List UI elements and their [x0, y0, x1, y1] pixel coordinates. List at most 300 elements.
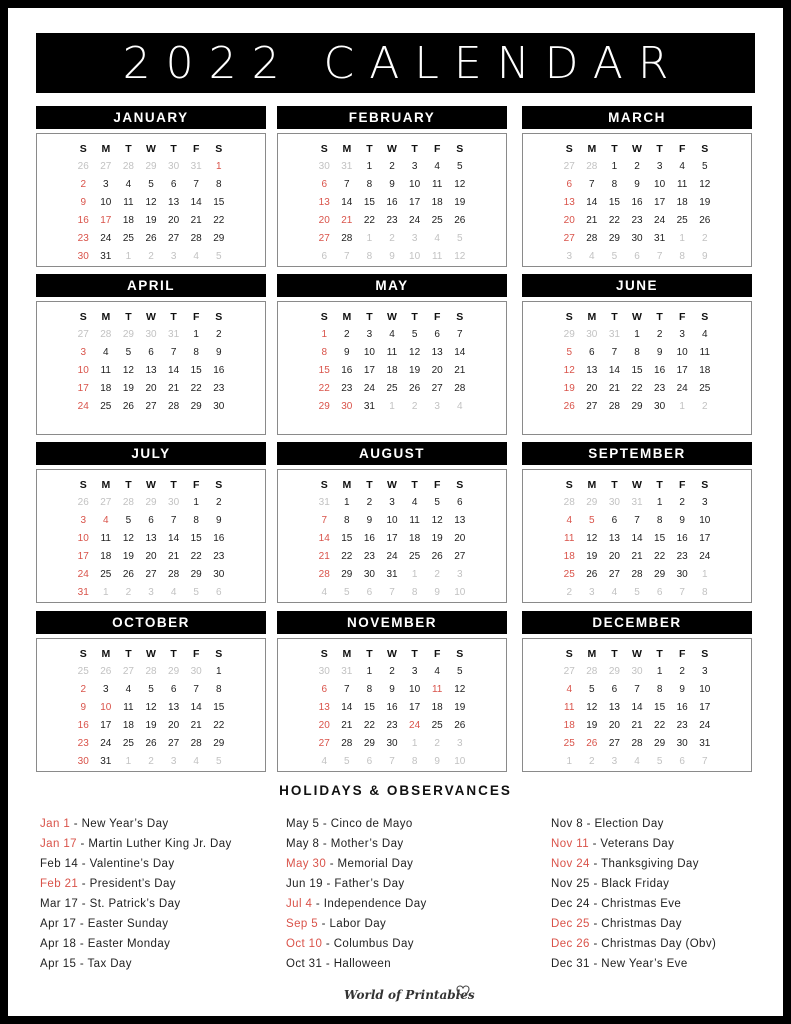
- day-cell: 6: [434, 329, 440, 340]
- adjacent-month-day: 5: [344, 587, 350, 598]
- weekday-header: W: [632, 311, 642, 323]
- holiday-name: Veterans Day: [600, 838, 675, 850]
- day-cell: 13: [586, 365, 598, 376]
- adjacent-month-day: 5: [656, 756, 663, 767]
- holiday-date: Apr 17: [40, 918, 77, 930]
- day-cell: 2: [389, 666, 395, 677]
- adjacent-month-day: 30: [145, 329, 157, 340]
- day-cell: 15: [213, 702, 225, 713]
- highlighted-day: 19: [563, 383, 575, 394]
- highlighted-day: 12: [563, 365, 575, 376]
- day-cell: 23: [676, 720, 688, 731]
- day-cell: 11: [431, 179, 443, 190]
- day-cell: 24: [409, 215, 421, 226]
- day-grid: [523, 308, 751, 416]
- adjacent-month-day: 30: [318, 161, 330, 172]
- month-july: [36, 442, 266, 604]
- holiday-date: Jul 4: [286, 898, 313, 910]
- day-cell: 10: [386, 515, 398, 526]
- adjacent-month-day: 31: [341, 666, 353, 677]
- day-cell: 22: [363, 215, 375, 226]
- adjacent-month-day: 27: [77, 329, 89, 340]
- day-cell: 14: [168, 533, 180, 544]
- adjacent-month-day: 30: [586, 329, 598, 340]
- holiday-name: Election Day: [594, 818, 664, 830]
- day-cell: 18: [409, 533, 421, 544]
- month-name: JUNE: [522, 274, 752, 297]
- highlighted-day: 17: [77, 383, 89, 394]
- day-cell: 21: [168, 551, 180, 562]
- day-cell: 4: [125, 179, 132, 190]
- holiday-separator: -: [589, 918, 602, 930]
- day-cell: 30: [213, 401, 225, 412]
- weekday-header: F: [192, 311, 200, 323]
- highlighted-day: 16: [77, 215, 89, 226]
- day-cell: 11: [123, 197, 134, 208]
- day-cell: 11: [409, 515, 420, 526]
- day-cell: 26: [122, 401, 134, 412]
- holiday-name: Black Friday: [601, 878, 670, 890]
- holiday-date: Oct 10: [286, 938, 323, 950]
- adjacent-month-day: 4: [589, 251, 595, 262]
- weekday-header: S: [456, 143, 464, 155]
- weekday-header: S: [320, 479, 328, 491]
- holiday-name: St. Patrick’s Day: [89, 898, 181, 910]
- day-cell: 18: [431, 702, 443, 713]
- weekday-header: T: [656, 143, 663, 155]
- day-cell: 15: [363, 197, 375, 208]
- day-cell: 14: [631, 533, 643, 544]
- adjacent-month-day: 30: [168, 497, 180, 508]
- day-cell: 7: [634, 515, 640, 526]
- adjacent-month-day: 7: [679, 587, 685, 598]
- day-cell: 16: [386, 197, 398, 208]
- holiday-separator: -: [588, 838, 601, 850]
- day-cell: 13: [454, 515, 466, 526]
- day-cell: 5: [125, 515, 132, 526]
- weekday-header: M: [587, 143, 597, 155]
- day-cell: 24: [654, 215, 666, 226]
- weekday-header: S: [79, 311, 87, 323]
- day-cell: 8: [634, 347, 640, 358]
- weekday-header: M: [101, 648, 111, 660]
- day-cell: 26: [409, 383, 421, 394]
- adjacent-month-day: 1: [411, 738, 418, 749]
- month-august: [277, 442, 507, 604]
- weekday-header: S: [565, 479, 573, 491]
- day-cell: 25: [122, 738, 134, 749]
- day-cell: 17: [699, 702, 711, 713]
- weekday-header: S: [456, 648, 464, 660]
- highlighted-day: 3: [80, 515, 86, 526]
- day-cell: 11: [123, 702, 134, 713]
- day-cell: 16: [676, 533, 688, 544]
- day-cell: 8: [366, 179, 373, 190]
- adjacent-month-day: 5: [216, 756, 222, 767]
- day-cell: 27: [608, 738, 620, 749]
- day-cell: 8: [656, 515, 663, 526]
- day-cell: 11: [676, 179, 688, 190]
- day-cell: 22: [190, 383, 202, 394]
- holiday-date: Feb 14: [40, 858, 79, 870]
- day-grid: [523, 645, 751, 771]
- day-cell: 22: [631, 383, 643, 394]
- day-cell: 12: [409, 347, 421, 358]
- holiday-item: [40, 834, 232, 854]
- day-cell: 8: [344, 515, 350, 526]
- day-cell: 25: [431, 720, 443, 731]
- day-cell: 31: [100, 756, 112, 767]
- weekday-header: W: [387, 479, 397, 491]
- day-cell: 7: [634, 684, 640, 695]
- day-cell: 8: [611, 179, 618, 190]
- weekday-header: W: [632, 648, 642, 660]
- holiday-date: Oct 31: [286, 958, 323, 970]
- adjacent-month-day: 31: [318, 497, 330, 508]
- day-cell: 19: [122, 383, 134, 394]
- month-days-box: [522, 301, 752, 435]
- highlighted-day: 10: [77, 533, 89, 544]
- day-cell: 15: [654, 533, 666, 544]
- day-cell: 27: [454, 551, 466, 562]
- holiday-separator: -: [312, 898, 324, 910]
- day-cell: 15: [363, 702, 375, 713]
- day-cell: 30: [213, 569, 225, 580]
- day-cell: 2: [366, 497, 373, 508]
- holiday-name: Christmas Day (Obv): [601, 938, 717, 950]
- weekday-header: F: [433, 479, 441, 491]
- day-cell: 6: [589, 347, 595, 358]
- month-name: DECEMBER: [522, 611, 752, 634]
- adjacent-month-day: 3: [611, 756, 618, 767]
- adjacent-month-day: 30: [631, 666, 643, 677]
- weekday-header: T: [611, 648, 618, 660]
- month-name: MARCH: [522, 106, 752, 129]
- highlighted-day: 6: [566, 179, 572, 190]
- adjacent-month-day: 8: [366, 251, 373, 262]
- day-grid: [37, 308, 265, 416]
- day-cell: 21: [168, 383, 180, 394]
- highlighted-day: 26: [563, 401, 575, 412]
- adjacent-month-day: 12: [454, 251, 466, 262]
- day-cell: 13: [168, 197, 180, 208]
- day-cell: 27: [431, 383, 443, 394]
- day-cell: 20: [168, 720, 180, 731]
- month-december: [522, 611, 752, 773]
- day-cell: 28: [168, 569, 180, 580]
- day-cell: 16: [386, 702, 398, 713]
- weekday-header: F: [433, 648, 441, 660]
- weekday-header: W: [632, 143, 642, 155]
- weekday-header: T: [170, 311, 177, 323]
- holiday-separator: -: [322, 938, 334, 950]
- day-cell: 7: [170, 515, 177, 526]
- holiday-date: Feb 21: [40, 878, 79, 890]
- day-cell: 25: [431, 215, 443, 226]
- adjacent-month-day: 27: [122, 666, 134, 677]
- adjacent-month-day: 28: [122, 161, 134, 172]
- day-cell: 7: [344, 684, 350, 695]
- calendar-title: 2022 CALENDAR: [36, 33, 755, 93]
- weekday-header: F: [433, 143, 441, 155]
- day-cell: 20: [168, 215, 180, 226]
- day-cell: 15: [213, 197, 225, 208]
- month-days-box: [277, 301, 507, 435]
- adjacent-month-day: 8: [411, 587, 418, 598]
- weekday-header: T: [611, 143, 618, 155]
- highlighted-day: 8: [321, 347, 327, 358]
- day-cell: 8: [366, 684, 373, 695]
- day-cell: 27: [145, 401, 157, 412]
- day-cell: 29: [213, 738, 225, 749]
- heart-icon: [456, 985, 470, 998]
- day-cell: 12: [122, 533, 134, 544]
- month-days-box: [36, 638, 266, 772]
- day-cell: 8: [193, 515, 199, 526]
- highlighted-day: 11: [564, 702, 575, 713]
- adjacent-month-day: 27: [563, 161, 575, 172]
- weekday-header: M: [587, 479, 597, 491]
- adjacent-month-day: 2: [125, 587, 132, 598]
- holiday-date: May 5: [286, 818, 320, 830]
- day-cell: 2: [634, 161, 640, 172]
- day-cell: 18: [122, 215, 134, 226]
- highlighted-day: 13: [563, 197, 575, 208]
- day-cell: 12: [431, 515, 443, 526]
- day-cell: 17: [409, 197, 421, 208]
- day-cell: 31: [100, 251, 112, 262]
- highlighted-day: 2: [80, 684, 86, 695]
- adjacent-month-day: 29: [122, 329, 134, 340]
- weekday-header: S: [79, 648, 87, 660]
- holiday-item: [286, 894, 427, 914]
- weekday-header: M: [342, 648, 352, 660]
- day-cell: 10: [409, 179, 421, 190]
- day-cell: 12: [122, 365, 134, 376]
- holiday-item: [286, 854, 427, 874]
- weekday-header: M: [342, 143, 352, 155]
- month-january: [36, 106, 266, 268]
- holiday-separator: -: [589, 898, 602, 910]
- holiday-item: [286, 874, 427, 894]
- holiday-name: Valentine’s Day: [89, 858, 175, 870]
- month-march: [522, 106, 752, 268]
- day-cell: 5: [702, 161, 708, 172]
- weekday-header: S: [565, 143, 573, 155]
- adjacent-month-day: 3: [434, 401, 440, 412]
- highlighted-day: 27: [318, 738, 330, 749]
- day-cell: 22: [213, 215, 225, 226]
- adjacent-month-day: 8: [702, 587, 708, 598]
- adjacent-month-day: 3: [170, 756, 177, 767]
- weekday-header: W: [146, 143, 156, 155]
- holiday-date: Nov 8: [551, 818, 584, 830]
- adjacent-month-day: 27: [100, 161, 112, 172]
- day-cell: 26: [586, 569, 598, 580]
- weekday-header: T: [656, 479, 663, 491]
- highlighted-day: 4: [566, 684, 572, 695]
- holiday-item: [40, 934, 232, 954]
- highlighted-day: 6: [321, 179, 327, 190]
- highlighted-day: 21: [318, 551, 330, 562]
- day-cell: 25: [699, 383, 711, 394]
- day-cell: 28: [341, 233, 353, 244]
- weekday-header: F: [678, 311, 686, 323]
- day-cell: 15: [341, 533, 353, 544]
- adjacent-month-day: 28: [586, 161, 598, 172]
- day-cell: 15: [631, 365, 643, 376]
- day-cell: 21: [190, 720, 202, 731]
- adjacent-month-day: 28: [586, 666, 598, 677]
- adjacent-month-day: 29: [586, 497, 598, 508]
- day-cell: 3: [103, 684, 109, 695]
- day-cell: 17: [676, 365, 688, 376]
- day-cell: 29: [341, 569, 353, 580]
- day-cell: 29: [631, 401, 643, 412]
- day-cell: 30: [363, 569, 375, 580]
- day-cell: 17: [654, 197, 666, 208]
- highlighted-day: 17: [77, 551, 89, 562]
- month-days-box: [36, 469, 266, 603]
- day-cell: 11: [386, 347, 398, 358]
- day-cell: 4: [125, 684, 132, 695]
- month-october: [36, 611, 266, 773]
- day-cell: 13: [145, 365, 157, 376]
- day-cell: 9: [344, 347, 350, 358]
- adjacent-month-day: 25: [77, 666, 89, 677]
- holiday-separator: -: [76, 918, 88, 930]
- day-cell: 31: [654, 233, 666, 244]
- adjacent-month-day: 1: [679, 233, 685, 244]
- adjacent-month-day: 2: [702, 401, 708, 412]
- highlighted-day: 20: [563, 215, 575, 226]
- day-cell: 24: [386, 551, 398, 562]
- day-cell: 26: [699, 215, 711, 226]
- adjacent-month-day: 29: [145, 161, 157, 172]
- day-cell: 11: [100, 365, 111, 376]
- highlighted-day: 30: [77, 756, 89, 767]
- highlighted-day: 20: [318, 215, 330, 226]
- holiday-item: [551, 914, 716, 934]
- highlighted-day: 17: [100, 215, 112, 226]
- weekday-header: S: [701, 143, 709, 155]
- day-cell: 3: [702, 666, 708, 677]
- day-cell: 2: [216, 497, 222, 508]
- holiday-date: May 8: [286, 838, 320, 850]
- day-cell: 22: [654, 720, 666, 731]
- adjacent-month-day: 3: [457, 569, 463, 580]
- day-cell: 7: [457, 329, 463, 340]
- day-cell: 18: [122, 720, 134, 731]
- adjacent-month-day: 6: [366, 587, 373, 598]
- day-cell: 1: [611, 161, 618, 172]
- day-cell: 28: [454, 383, 466, 394]
- day-cell: 30: [676, 738, 688, 749]
- adjacent-month-day: 5: [634, 587, 640, 598]
- weekday-header: T: [366, 311, 373, 323]
- weekday-header: S: [215, 311, 223, 323]
- holiday-separator: -: [319, 838, 331, 850]
- holiday-separator: -: [76, 838, 89, 850]
- day-cell: 20: [608, 551, 620, 562]
- day-cell: 19: [586, 551, 598, 562]
- day-cell: 9: [656, 347, 663, 358]
- adjacent-month-day: 3: [566, 251, 572, 262]
- weekday-header: S: [701, 311, 709, 323]
- day-cell: 2: [679, 497, 685, 508]
- highlighted-day: 11: [431, 684, 443, 695]
- adjacent-month-day: 27: [563, 666, 575, 677]
- day-cell: 4: [434, 666, 440, 677]
- day-cell: 5: [457, 161, 463, 172]
- holiday-separator: -: [326, 858, 338, 870]
- day-cell: 9: [634, 179, 640, 190]
- day-cell: 25: [100, 401, 112, 412]
- day-cell: 24: [699, 720, 711, 731]
- day-cell: 9: [679, 515, 685, 526]
- day-cell: 30: [631, 233, 643, 244]
- weekday-header: F: [192, 479, 200, 491]
- day-cell: 11: [699, 347, 710, 358]
- adjacent-month-day: 2: [566, 587, 572, 598]
- holiday-item: [40, 814, 232, 834]
- day-cell: 29: [213, 233, 225, 244]
- day-cell: 1: [344, 497, 350, 508]
- holiday-item: [286, 954, 427, 974]
- day-cell: 3: [389, 497, 395, 508]
- holiday-column-3: [551, 814, 716, 974]
- weekday-header: S: [565, 311, 573, 323]
- weekday-header: T: [125, 143, 132, 155]
- adjacent-month-day: 5: [193, 587, 199, 598]
- day-cell: 1: [366, 161, 373, 172]
- month-name: MAY: [277, 274, 507, 297]
- adjacent-month-day: 9: [434, 587, 440, 598]
- day-cell: 13: [168, 702, 180, 713]
- day-cell: 14: [341, 197, 353, 208]
- adjacent-month-day: 2: [434, 738, 440, 749]
- weekday-header: M: [587, 648, 597, 660]
- weekday-header: S: [215, 479, 223, 491]
- day-cell: 9: [216, 515, 222, 526]
- holiday-date: Mar 17: [40, 898, 79, 910]
- weekday-header: F: [192, 143, 200, 155]
- highlighted-day: 9: [80, 702, 86, 713]
- holiday-separator: -: [78, 878, 90, 890]
- adjacent-month-day: 28: [145, 666, 157, 677]
- day-cell: 17: [100, 720, 112, 731]
- day-cell: 28: [608, 401, 620, 412]
- weekday-header: M: [342, 479, 352, 491]
- holiday-name: President’s Day: [89, 878, 176, 890]
- day-cell: 6: [148, 515, 154, 526]
- weekday-header: F: [678, 143, 686, 155]
- highlighted-day: 27: [563, 233, 575, 244]
- day-cell: 21: [631, 551, 643, 562]
- weekday-header: T: [125, 479, 132, 491]
- month-days-box: [36, 301, 266, 435]
- day-cell: 26: [454, 215, 466, 226]
- day-cell: 13: [145, 533, 157, 544]
- day-cell: 27: [586, 401, 598, 412]
- holiday-date: Nov 25: [551, 878, 590, 890]
- month-name: JULY: [36, 442, 266, 465]
- day-cell: 19: [699, 197, 711, 208]
- adjacent-month-day: 7: [344, 251, 350, 262]
- weekday-header: M: [587, 311, 597, 323]
- day-cell: 24: [100, 738, 112, 749]
- day-cell: 12: [586, 702, 598, 713]
